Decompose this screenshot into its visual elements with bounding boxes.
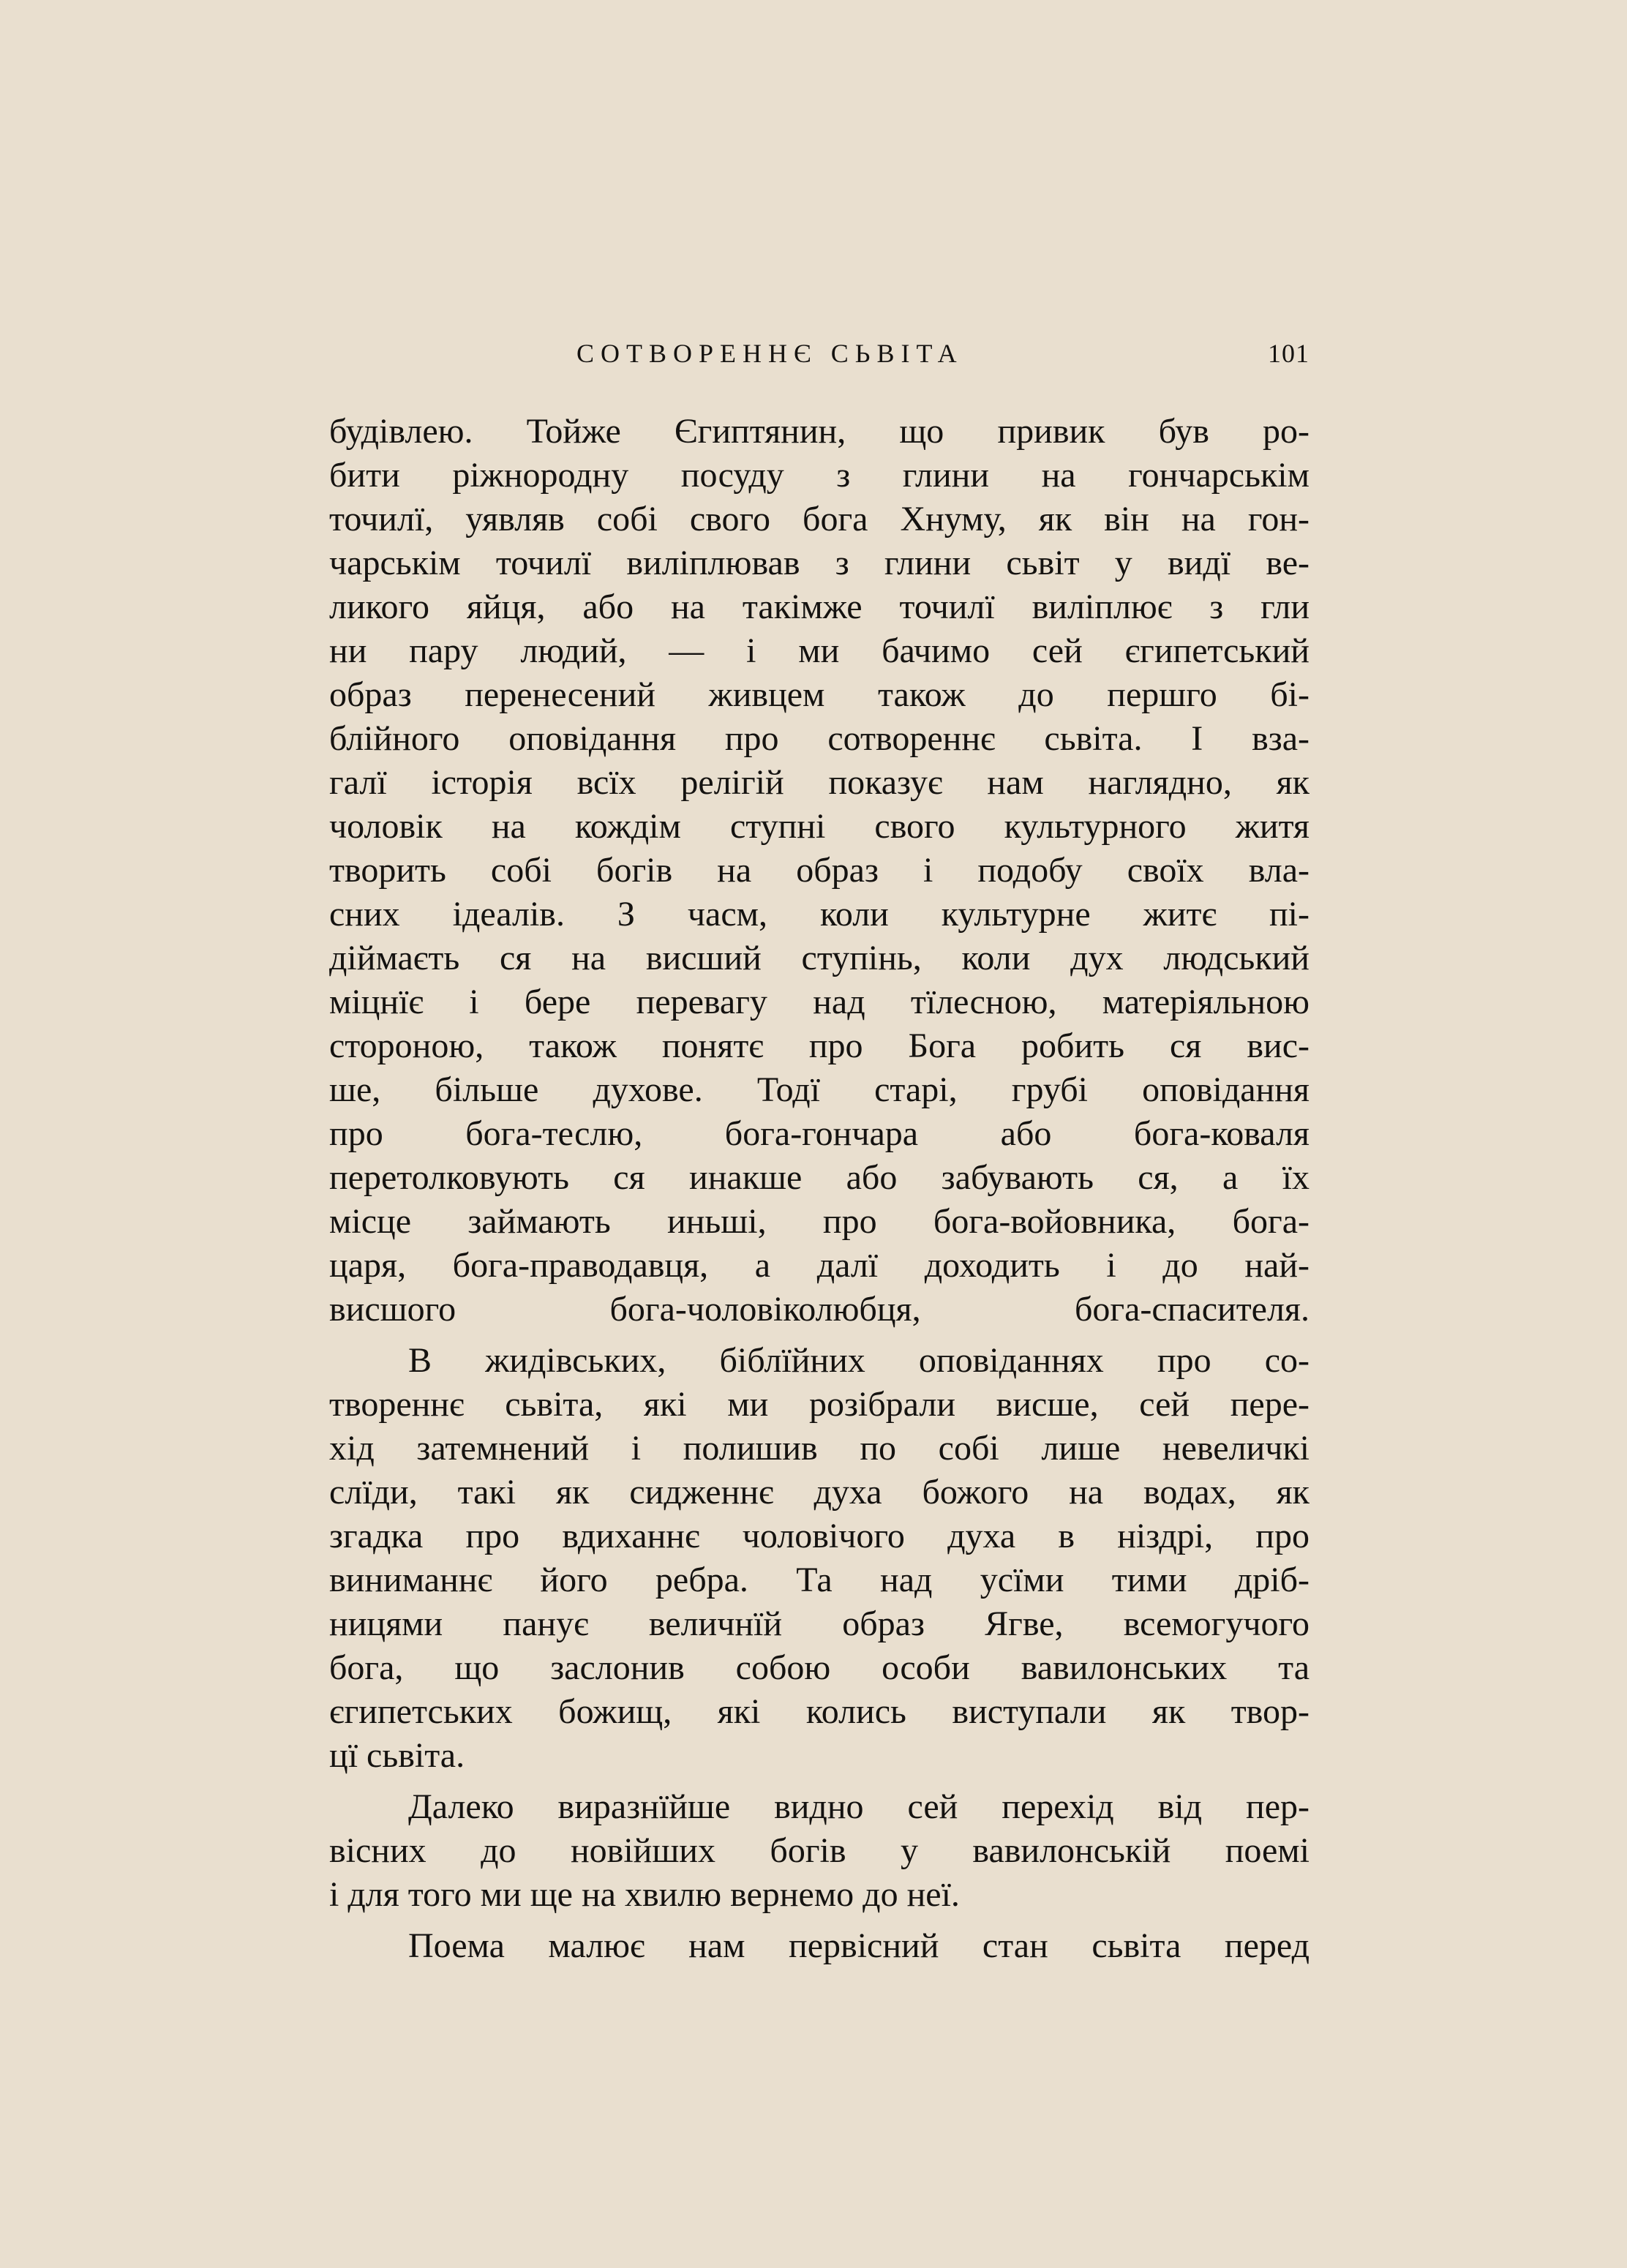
paragraph [329,410,1310,1332]
text-line: цї сьвіта. [329,1736,465,1775]
text-line: ни пару людий, — і ми бачимо сей єгипетський [329,631,1310,670]
page-number: 101 [1268,339,1310,368]
text-line: Поема малює нам первісний стан сьвіта перед [408,1926,1310,1965]
text-line: ликого яйця, або на такімже точилї виліплює з гли [329,587,1310,626]
running-header [329,338,1310,375]
text-line: слїди, такі як сидженнє духа божого на водах, як [329,1473,1310,1512]
text-line: блійного оповідання про сотвореннє сьвіта. І вза- [329,719,1310,758]
text-line: згадка про вдиханнє чоловічого духа в ніздрі, про [329,1517,1310,1555]
text-line: про бога-теслю, бога-гончара або бога-коваля [329,1114,1310,1153]
text-line: перетолковують ся инакше або забувають ся, а їх [329,1158,1310,1197]
text-line: царя, бога-праводавця, а далї доходить і до най- [329,1246,1310,1285]
text-line: творить собі богів на образ і подобу своїх вла- [329,851,1310,890]
text-line: єгипетських божищ, які колись виступали як твор- [329,1692,1310,1731]
text-line: Далеко виразнїйше видно сей перехід від пер- [408,1787,1310,1826]
paragraph [329,1339,1310,1778]
text-line: виниманнє його ребра. Та над усїми тими дріб- [329,1561,1310,1599]
text-line: вісних до новійших богів у вавилонській поемі [329,1831,1310,1870]
text-line: хід затемнений і полишив по собі лише невеличкі [329,1429,1310,1468]
text-line: точилї, уявляв собі свого бога Хнуму, як він на гон- [329,500,1310,538]
text-line: і для того ми ще на хвилю вернемо до неї. [329,1875,960,1914]
text-line: образ перенесений живцем також до першго бі- [329,675,1310,714]
text-line: будівлею. Тойже Єгиптянин, що привик був ро- [329,412,1310,451]
text-line: В жидівських, біблїйних оповіданнях про со- [408,1341,1310,1380]
text-line: стороною, також понятє про Бога робить ся вис- [329,1026,1310,1065]
paragraph [329,1785,1310,1917]
text-line: ницями панує величнїй образ Ягве, всемогучого [329,1604,1310,1643]
text-line: діймаєть ся на висший ступінь, коли дух людський [329,939,1310,977]
text-line: твореннє сьвіта, які ми розібрали висше, сей пере- [329,1385,1310,1424]
text-line: чарськім точилї виліплював з глини сьвіт у видї ве- [329,544,1310,582]
text-line: міцнїє і бере перевагу над тїлесною, матеріяльною [329,983,1310,1021]
text-line: місце займають иньші, про бога-войовника, бога- [329,1202,1310,1241]
text-body [329,410,1310,1968]
text-line: галї історія всїх релігій показує нам наглядно, як [329,763,1310,802]
text-line: бога, що заслонив собою особи вавилонських та [329,1648,1310,1687]
text-line: ше, більше духове. Тодї старі, грубі оповідання [329,1070,1310,1109]
running-title: СОТВОРЕННЄ СЬВІТА [576,339,963,368]
text-line: сних ідеалів. З часм, коли культурне житє пі- [329,895,1310,934]
text-line: бити ріжнородну посуду з глини на гончарськім [329,456,1310,495]
text-line: чоловік на кождім ступні свого культурного житя [329,807,1310,846]
paragraph [329,1924,1310,1968]
text-line: висшого бога-чоловіколюбця, бога-спасителя. [329,1290,1310,1329]
